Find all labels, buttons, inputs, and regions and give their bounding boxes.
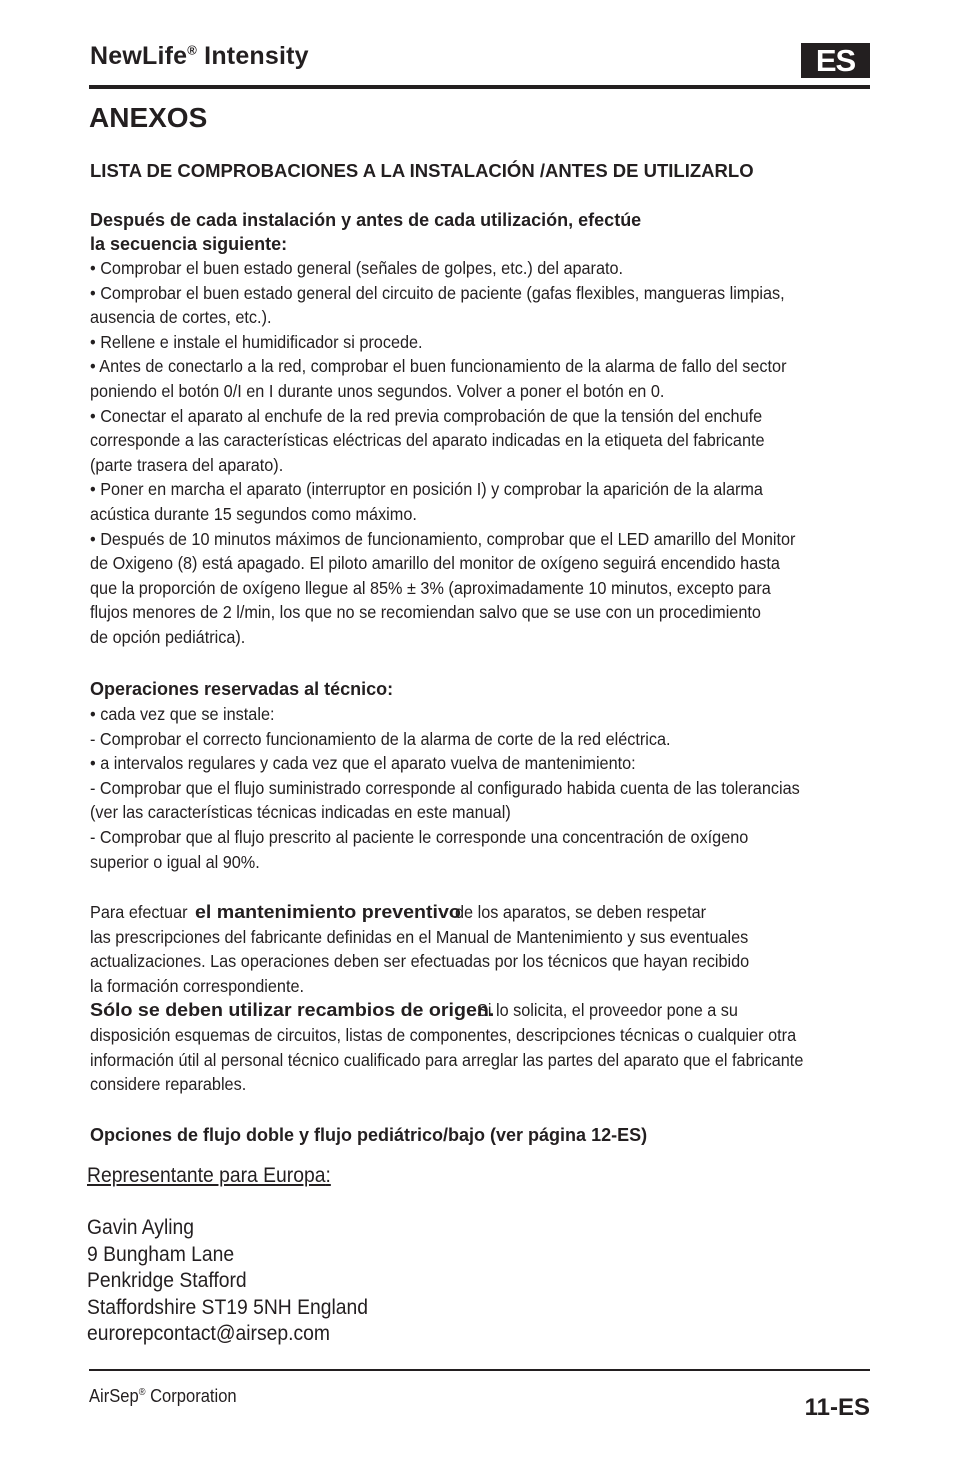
checklist-section xyxy=(90,208,880,650)
brand-name: NewLife xyxy=(90,42,188,70)
checklist-line: • Rellene e instale el humidificador si procede. xyxy=(90,331,423,352)
checklist-line: (parte trasera del aparato). xyxy=(90,454,284,475)
spares-post: Si lo solicita, el proveedor pone a su xyxy=(477,1000,739,1021)
address-line: 9 Bungham Lane xyxy=(87,1242,235,1266)
maintenance-section xyxy=(90,900,880,1097)
representative-label-text: Representante para Europa xyxy=(87,1164,326,1187)
footer-divider xyxy=(89,1369,870,1371)
checklist-line: • Comprobar el buen estado general del circuito de paciente (gafas flexibles, mangueras limpias, xyxy=(90,282,785,303)
spares-line: información útil al personal técnico cualificado para arreglar las partes del aparato que el fabricante xyxy=(90,1049,804,1070)
maintenance-line: actualizaciones. Las operaciones deben ser efectuadas por los técnicos que hayan recibido xyxy=(90,951,750,972)
email-address: eurorepcontact@airsep.com xyxy=(87,1322,330,1345)
checklist-line: • Antes de conectarlo a la red, comprobar el buen funcionamiento de la alarma de fallo del sector xyxy=(90,356,787,377)
checklist-line: • Conectar el aparato al enchufe de la red previa comprobación de que la tensión del enchufe xyxy=(90,405,763,426)
spares-line-1 xyxy=(90,998,880,1023)
technician-line: • a intervalos regulares y cada vez que el aparato vuelva de mantenimiento: xyxy=(90,753,636,774)
maintenance-line-1 xyxy=(90,900,880,925)
maintenance-pre: Para efectuar xyxy=(90,902,188,922)
checklist-heading: LISTA DE COMPROBACIONES A LA INSTALACIÓN /ANTES DE UTILIZARLO xyxy=(90,160,754,181)
corp-registered-mark: ® xyxy=(138,1387,146,1398)
technician-line: - Comprobar que al flujo prescrito al paciente le corresponde una concentración de oxígeno xyxy=(90,826,749,847)
checklist-line: de Oxigeno (8) está apagado. El piloto amarillo del monitor de oxígeno seguirá encendido hasta xyxy=(90,553,780,574)
checklist-line: ausencia de cortes, etc.). xyxy=(90,307,272,328)
checklist-line: que la proporción de oxígeno llegue al 85% ± 3% (aproximadamente 10 minutos, excepto para xyxy=(90,577,771,598)
corp-name: AirSep xyxy=(89,1386,139,1406)
technician-line: • cada vez que se instale: xyxy=(90,704,275,724)
registered-mark: ® xyxy=(187,42,198,58)
technician-line: - Comprobar el correcto funcionamiento de la alarma de corte de la red eléctrica. xyxy=(90,728,671,749)
language-badge: ES xyxy=(801,43,870,78)
footer-corporation xyxy=(89,1386,237,1407)
page-title: ANEXOS xyxy=(89,102,208,133)
spares-bold: Sólo se deben utilizar recambios de origen. xyxy=(90,999,495,1021)
checklist-line: de opción pediátrica). xyxy=(90,626,246,647)
spares-line: considere reparables. xyxy=(90,1074,247,1095)
technician-line: (ver las características técnicas indicadas en este manual) xyxy=(90,802,511,823)
spares-line: disposición esquemas de circuitos, listas de componentes, descripciones técnicas o cualquier otra xyxy=(90,1024,797,1045)
maintenance-bold: el mantenimiento preventivo xyxy=(194,901,461,922)
technician-heading: Operaciones reservadas al técnico: xyxy=(90,679,394,699)
address-line: Staffordshire ST19 5NH England xyxy=(87,1295,369,1319)
page-number: 11-ES xyxy=(804,1394,870,1421)
brand-suffix: Intensity xyxy=(197,42,309,70)
maintenance-line: la formación correspondiente. xyxy=(90,975,305,996)
checklist-line: corresponde a las características eléctricas del aparato indicadas en la etiqueta del fabricante xyxy=(90,430,765,451)
representative-colon: : xyxy=(325,1164,331,1187)
checklist-intro-2: la secuencia siguiente: xyxy=(90,234,288,254)
maintenance-post: de los aparatos, se deben respetar xyxy=(455,902,707,922)
technician-line: - Comprobar que el flujo suministrado corresponde al configurado habida cuenta de las tolerancias xyxy=(90,777,800,798)
maintenance-line: las prescripciones del fabricante definidas en el Manual de Mantenimiento y sus eventuales xyxy=(90,926,749,947)
checklist-line: flujos menores de 2 l/min, los que no se recomiendan salvo que se use con un procedimiento xyxy=(90,602,761,623)
checklist-line: acústica durante 15 segundos como máximo. xyxy=(90,503,417,524)
representative-label xyxy=(87,1164,331,1188)
brand-title xyxy=(90,42,309,71)
checklist-line: poniendo el botón 0/I en I durante unos segundos. Volver a poner el botón en 0. xyxy=(90,380,665,401)
options-note: Opciones de flujo doble y flujo pediátrico/bajo (ver página 12-ES) xyxy=(90,1125,648,1145)
technician-line: superior o igual al 90%. xyxy=(90,851,260,872)
checklist-intro-1: Después de cada instalación y antes de cada utilización, efectúe xyxy=(90,210,642,230)
corp-suffix: Corporation xyxy=(145,1386,237,1406)
address-line: Penkridge Stafford xyxy=(87,1269,247,1292)
checklist-line: • Después de 10 minutos máximos de funcionamiento, comprobar que el LED amarillo del Monitor xyxy=(90,528,796,549)
checklist-line: • Poner en marcha el aparato (interruptor en posición I) y comprobar la aparición de la alarma xyxy=(90,479,763,500)
technician-section xyxy=(90,677,880,874)
address-line: Gavin Ayling xyxy=(87,1216,195,1239)
checklist-line: • Comprobar el buen estado general (señales de golpes, etc.) del aparato. xyxy=(90,258,624,278)
representative-address xyxy=(87,1215,368,1348)
header-divider xyxy=(89,85,870,89)
